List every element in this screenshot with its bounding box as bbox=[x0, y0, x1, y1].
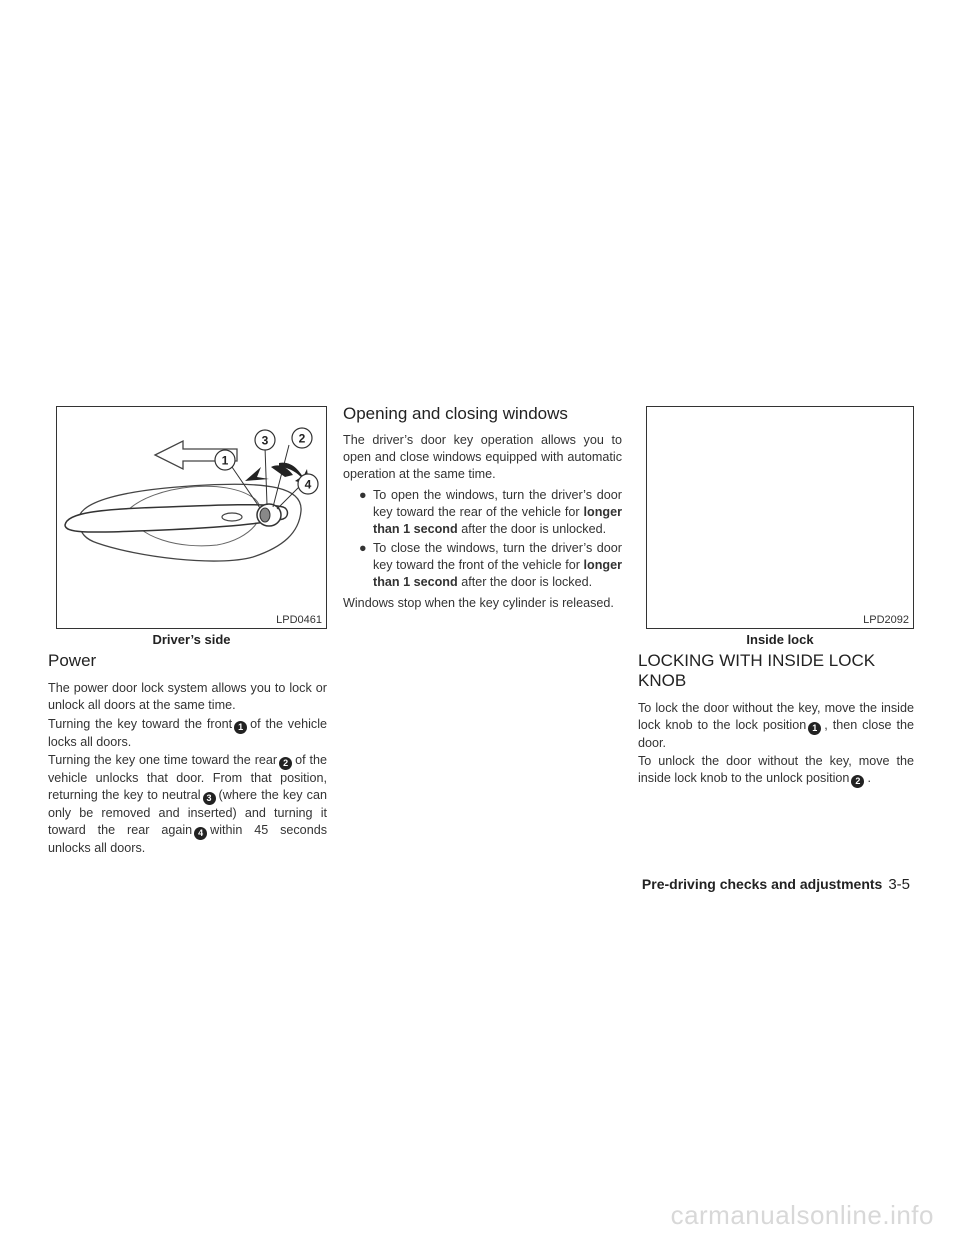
circled-number-2: 2 bbox=[851, 775, 864, 788]
circled-number-1: 1 bbox=[808, 722, 821, 735]
svg-text:4: 4 bbox=[304, 477, 312, 492]
windows-outro: Windows stop when the key cylinder is released. bbox=[343, 596, 614, 610]
figure-inside-lock bbox=[646, 406, 914, 629]
knob-paragraph-2: To unlock the door without the key, move the inside lock knob to the unlock position 2 . bbox=[638, 754, 914, 786]
section-heading-knob: LOCKING WITH INSIDE LOCK KNOB bbox=[638, 651, 876, 690]
power-paragraph-2: Turning the key toward the front 1 of the vehicle locks all doors. bbox=[48, 717, 327, 749]
page-number: 3-5 bbox=[888, 876, 910, 893]
circled-number-2: 2 bbox=[279, 757, 292, 770]
callout-1 bbox=[215, 450, 235, 470]
callout-4 bbox=[298, 474, 318, 494]
figure-caption: Driver’s side bbox=[152, 632, 231, 647]
knob-paragraph-1: To lock the door without the key, move the inside lock knob to the lock position 1 , then close the door. bbox=[638, 701, 914, 750]
callout-3 bbox=[255, 430, 275, 450]
door-handle-diagram bbox=[57, 407, 326, 628]
figure-caption: Inside lock bbox=[746, 632, 814, 647]
section-heading-power: Power bbox=[48, 651, 97, 670]
windows-bullet-open: ● To open the windows, turn the driver’s door key toward the rear of the vehicle for longer than 1 second after the door is unlocked. bbox=[359, 488, 623, 536]
windows-intro: The driver’s door key operation allows you to open and close windows equipped with automatic operation at the same time. bbox=[343, 433, 622, 481]
page-footer bbox=[642, 876, 910, 893]
svg-text:2: 2 bbox=[298, 431, 306, 446]
circled-number-4: 4 bbox=[194, 827, 207, 840]
bullet-icon: ● bbox=[359, 541, 367, 555]
bullet-icon: ● bbox=[359, 488, 367, 502]
figure-code: LPD0461 bbox=[276, 614, 322, 626]
circled-number-1: 1 bbox=[234, 721, 247, 734]
power-paragraph-1: The power door lock system allows you to lock or unlock all doors at the same time. bbox=[48, 681, 327, 712]
watermark: carmanualsonline.info bbox=[670, 1200, 934, 1230]
circled-number-3: 3 bbox=[203, 792, 216, 805]
figure-drivers-side bbox=[56, 406, 327, 629]
svg-text:1: 1 bbox=[221, 453, 229, 468]
handle-bar bbox=[65, 505, 288, 532]
windows-bullet-close: ● To close the windows, turn the driver’s door key toward the front of the vehicle for longer than 1 second after the door is locked. bbox=[359, 541, 622, 589]
footer-chapter-title: Pre-driving checks and adjustments bbox=[641, 876, 883, 892]
svg-text:3: 3 bbox=[261, 433, 269, 448]
section-heading-windows: Opening and closing windows bbox=[343, 404, 568, 423]
power-paragraph-3: Turning the key one time toward the rear 2 of the vehicle unlocks that door. From that position, returning the key to neutral 3 (where the key can only be removed and inserted) and turning it toward the rear again 4 within 45 seconds unlocks all doors. bbox=[48, 753, 327, 855]
figure-code: LPD2092 bbox=[863, 614, 909, 626]
callout-2 bbox=[292, 428, 312, 448]
